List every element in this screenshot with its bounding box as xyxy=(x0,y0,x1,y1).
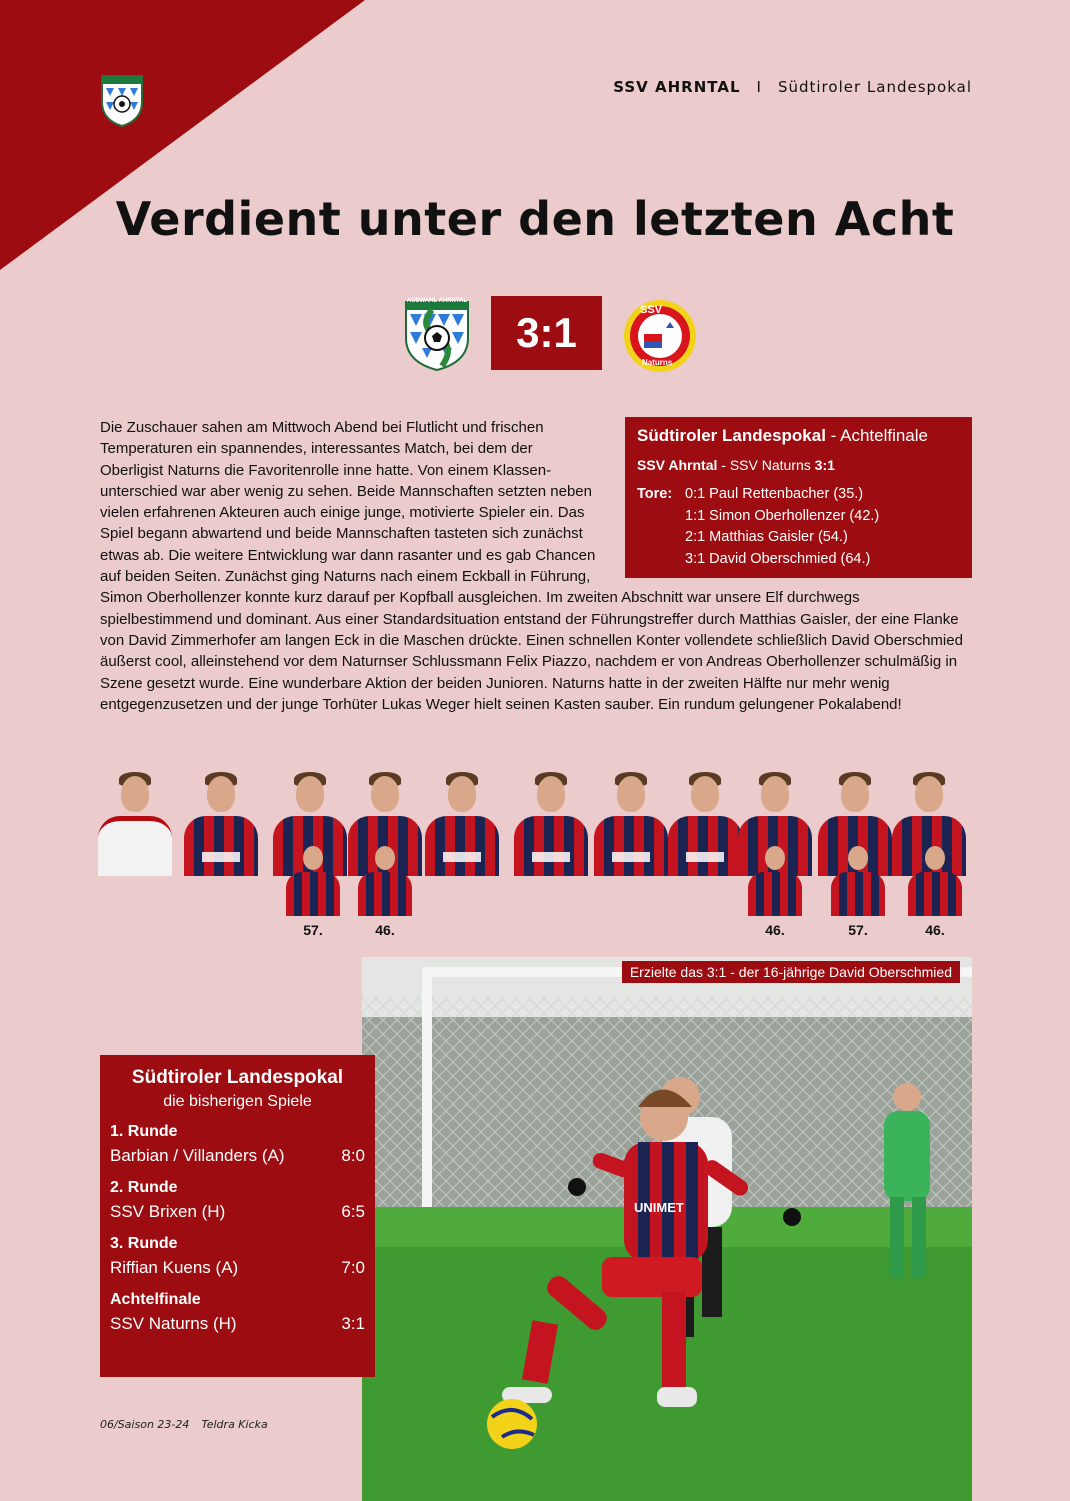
page-title: Verdient unter den letzten Acht xyxy=(115,192,955,246)
article-text: Die Zuschauer sahen am Mittwoch Abend bei Flutlicht und frischen Temperaturen ein spannendes, interessantes Match, bei dem der Oberligist Naturns die Favoritenrolle inne hatte. Von einem Klassen-unterschied war aber wenig zu sehen. Beide Mannschaften setzten neben vielen erfahrenen Akteuren auch einige junge, motivierte Spieler ein. Das Spiel begann abwartend und beide Mannschaften tasteten sich zunächst etwas ab. Die weitere Entwicklung war dann rasanter und es gab Chancen auf beiden Seiten. Zunächst ging Naturns nach einem Eckball in Führung, Simon Oberhollenzer konnte kurz darauf per Kopfball ausgleichen. Im zweiten Abschnitt war unsere Elf durchwegs spielbestimmend und dominant. Aus einer Standardsituation entstand der Führungstreffer durch Matthias Gaisler, der eine Flanke von David Zimmerhofer am langen Eck in die Maschen drückte. Einen schnellen Konter vollendete schließlich David Oberschmied äußerst cool, alleinstehend vor dem Naturnser Schlussmann Felix Piazzo, nachdem er von Andreas Oberhollenzer schulmäßig in Szene gesetzt wurde. Eine wunderbare Aktion der beiden Junioren. Naturns hatte in der zweiten Hälfte nur mehr wenig entgegenzusetzen und der junge Torhüter Lukas Weger hielt seinen Kasten sauber. Ein rundum gelungener Pokalabend! xyxy=(100,419,963,713)
header-separator: I xyxy=(756,78,762,96)
round-result: 8:0 xyxy=(341,1146,365,1165)
photo-shirt-sponsor: UNIMET xyxy=(634,1200,684,1215)
goals-label: Tore: xyxy=(637,486,673,502)
past-games-box xyxy=(100,1055,375,1377)
header-line xyxy=(613,78,972,96)
goal-item: 0:1 Paul Rettenbacher (35.) xyxy=(685,486,864,502)
round-opponent: SSV Naturns (H) xyxy=(110,1314,237,1333)
goals-list xyxy=(637,484,960,570)
info-dash: - xyxy=(717,456,730,473)
goal-item: 3:1 David Oberschmied (64.) xyxy=(685,550,871,567)
footer xyxy=(100,1418,268,1431)
article xyxy=(100,417,972,715)
info-competition: Südtiroler Landespokal xyxy=(637,426,826,445)
opponent-crest-bottom: Naturns xyxy=(642,358,673,367)
round-opponent: SSV Brixen (H) xyxy=(110,1202,226,1221)
info-match-line xyxy=(637,455,960,477)
round-result: 7:0 xyxy=(341,1258,365,1277)
match-info-box xyxy=(625,417,972,578)
goal-item: 2:1 Matthias Gaisler (54.) xyxy=(685,529,848,545)
header-club: SSV AHRNTAL xyxy=(613,78,741,96)
round-name: 2. Runde xyxy=(110,1179,178,1196)
substitution-minute: 46. xyxy=(765,922,785,938)
photo-caption: Erzielte das 3:1 - der 16-jährige David Oberschmied xyxy=(622,961,960,983)
footer-magazine: Teldra Kicka xyxy=(201,1418,268,1431)
team-lineup xyxy=(98,776,970,936)
info-box-heading xyxy=(637,425,960,447)
round-name: 1. Runde xyxy=(110,1123,178,1140)
goal-item: 1:1 Simon Oberhollenzer (42.) xyxy=(685,507,880,524)
round-entry xyxy=(110,1289,365,1337)
round-entry xyxy=(110,1233,365,1281)
substitution-minute: 57. xyxy=(303,922,323,938)
match-photo xyxy=(362,957,972,1501)
info-away: SSV Naturns xyxy=(729,456,811,473)
home-crest-label: AUSWAHL AHRNTAL xyxy=(406,298,468,304)
substitution-minute: 46. xyxy=(925,922,945,938)
round-opponent: Riffian Kuens (A) xyxy=(110,1258,239,1277)
info-result: 3:1 xyxy=(814,456,835,473)
home-crest xyxy=(404,296,470,372)
club-crest-small xyxy=(100,72,144,128)
round-opponent: Barbian / Villanders (A) xyxy=(110,1146,285,1165)
round-name: 3. Runde xyxy=(110,1235,178,1252)
round-entry xyxy=(110,1121,365,1169)
round-result: 6:5 xyxy=(341,1202,365,1221)
past-games-title: Südtiroler Landespokal xyxy=(131,1067,344,1088)
score-box: 3:1 xyxy=(491,296,602,370)
substitution-minute: 57. xyxy=(848,922,868,938)
info-stage: - Achtelfinale xyxy=(825,426,928,445)
round-entry xyxy=(110,1177,365,1225)
substitution-minute: 46. xyxy=(375,922,395,938)
footer-issue: 06/Saison 23-24 xyxy=(100,1418,190,1431)
header-competition: Südtiroler Landespokal xyxy=(777,78,972,96)
info-home: SSV Ahrntal xyxy=(637,456,718,473)
round-result: 3:1 xyxy=(341,1314,365,1333)
round-name: Achtelfinale xyxy=(110,1291,201,1308)
past-games-subtitle: die bisherigen Spiele xyxy=(163,1093,312,1110)
opponent-crest-top: SSV xyxy=(640,304,663,316)
